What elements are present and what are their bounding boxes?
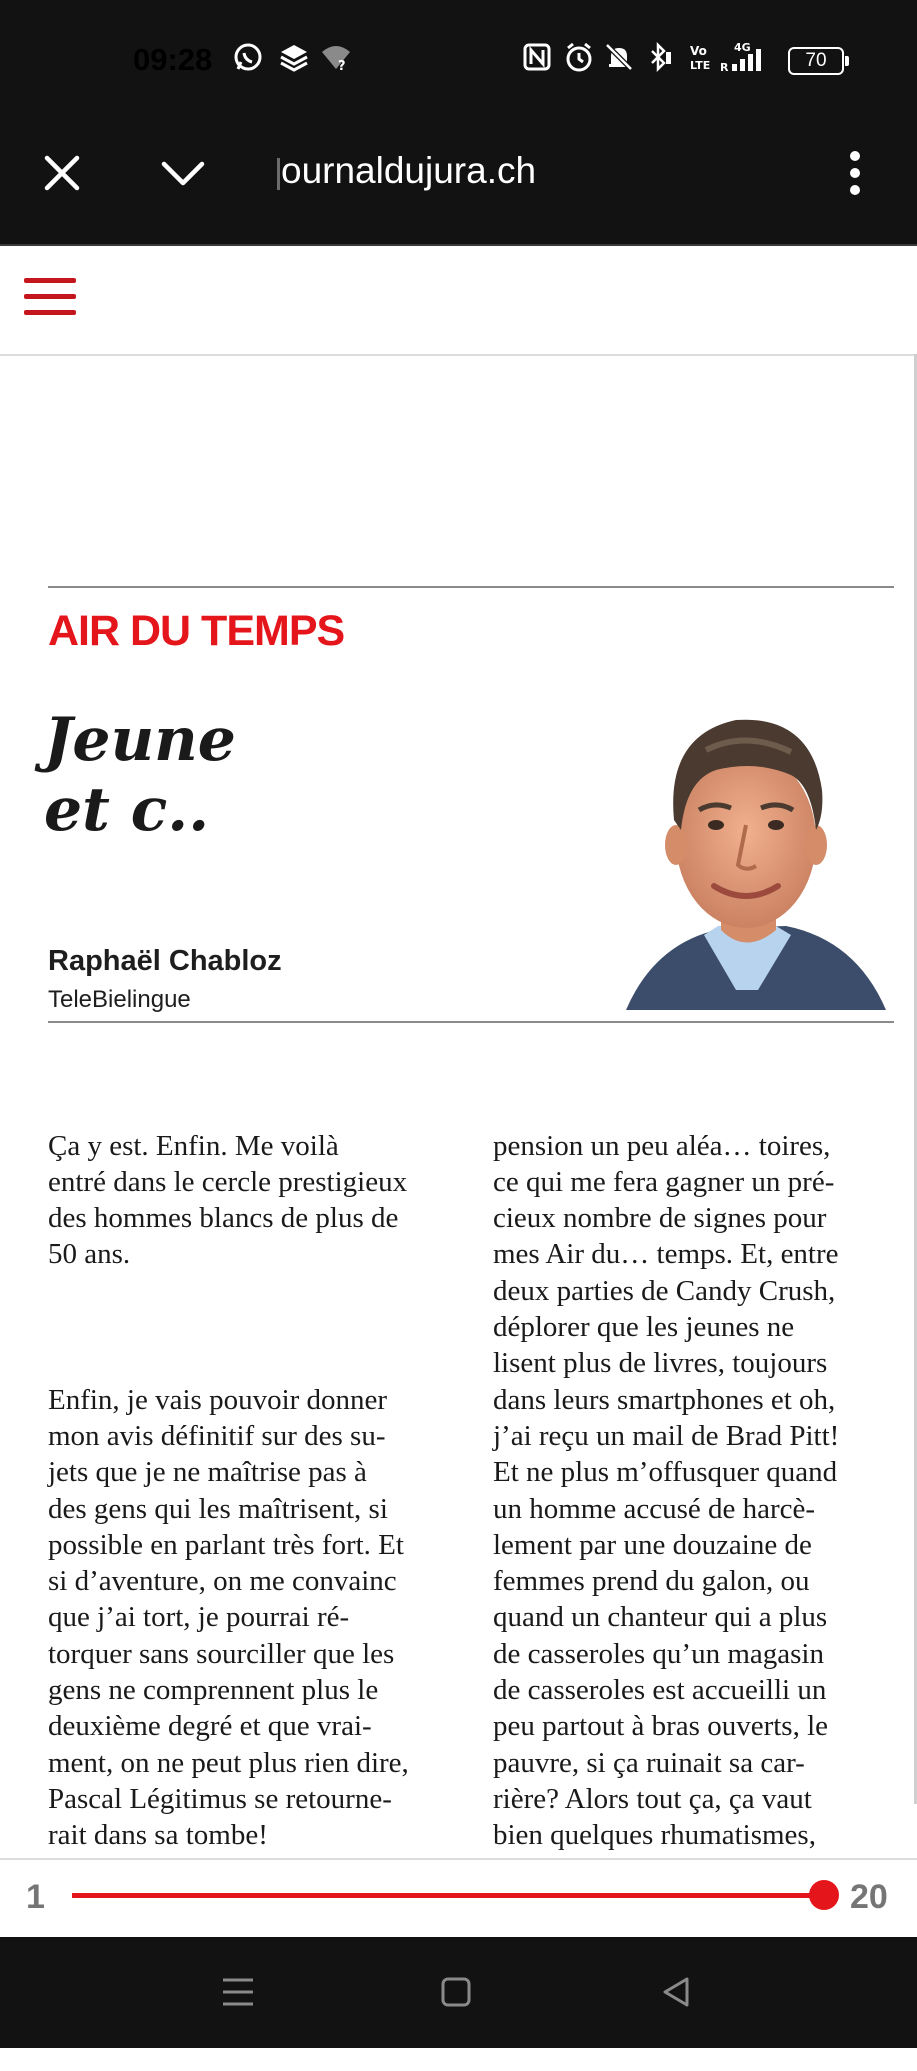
- svg-text:LTE: LTE: [690, 59, 711, 72]
- top-rule: [48, 586, 894, 588]
- author-photo: [586, 690, 894, 1010]
- author-name: Raphaël Chabloz: [48, 945, 282, 977]
- home-icon[interactable]: [434, 1970, 478, 2014]
- layers-icon: [278, 40, 310, 74]
- battery-indicator: 70: [788, 47, 844, 75]
- bluetooth-icon: [644, 40, 674, 74]
- close-icon[interactable]: [36, 147, 88, 199]
- svg-text:?: ?: [338, 59, 346, 72]
- page-slider-thumb[interactable]: [809, 1880, 839, 1910]
- page-first-label: 1: [26, 1878, 45, 1916]
- url-field[interactable]: ournaldujura.ch: [281, 150, 537, 191]
- url-caret: [277, 158, 280, 190]
- more-vertical-icon[interactable]: [838, 147, 872, 199]
- svg-text:Vo: Vo: [690, 44, 707, 58]
- paragraph: Ça y est. Enfin. Me voilà entré dans le cercle prestigieux des hommes blancs de plus de 50 ans.: [48, 1129, 408, 1271]
- section-kicker: AIR DU TEMPS: [48, 607, 345, 655]
- svg-text:4G: 4G: [734, 41, 751, 54]
- volte-icon: [688, 40, 714, 74]
- site-header: [0, 246, 917, 356]
- page-last-label: 20: [850, 1878, 888, 1916]
- hamburger-menu-icon[interactable]: [24, 278, 76, 316]
- headline-line-1: Jeune: [44, 705, 236, 775]
- paragraph: pension un peu aléa… toires, ce qui me fera gagner un pré- cieux nombre de signes pour mes Air du… temps. Et, entre deux parties de Candy Crush, déplorer que les jeunes ne lisent plus de livres, toujours dans leurs smartphones et oh, j’ai reçu un mail de Brad Pitt! Et ne plus m’offusquer quand un homme accusé de harcè- lement par une douzaine de femmes prend du galon, ou quand un chanteur qui a plus de casseroles qu’un magasin de casseroles est accueilli un peu partout à bras ouverts, le pauvre, si ça ruinait sa car- rière? Alors tout ça, ça vaut bien quelques rhumatismes,: [493, 1129, 840, 1852]
- alarm-icon: [564, 40, 594, 74]
- recents-icon[interactable]: [216, 1970, 260, 2014]
- headline-line-2: et c..: [44, 775, 210, 845]
- author-outlet: TeleBielingue: [48, 986, 191, 1013]
- whatsapp-icon: [233, 40, 263, 74]
- bell-off-icon: [604, 40, 634, 74]
- status-time: 09:28: [133, 42, 213, 77]
- page-slider-track[interactable]: [72, 1893, 824, 1898]
- paragraph: Enfin, je vais pouvoir donner mon avis définitif sur des su- jets que je ne maîtrise pas à des gens qui les maîtrisent, si possible en parlant très fort. Et si d’aventure, on me convainc que j’ai tort, je pourrai ré- torquer sans sourciller que les gens ne comprennent plus le deuxième degré et que vrai- ment, on ne peut plus rien dire, Pascal Légitimus se retourne- rait dans sa tombe!: [48, 1383, 409, 1852]
- byline-rule: [48, 1021, 894, 1023]
- page-slider-bar: [0, 1858, 917, 1938]
- signal-4g-icon: [718, 40, 778, 74]
- back-icon[interactable]: [654, 1970, 698, 2014]
- wifi-unknown-icon: [320, 40, 352, 74]
- svg-text:R: R: [720, 61, 729, 73]
- article-column-2: [493, 1055, 908, 1926]
- article-headline: [44, 705, 236, 845]
- chevron-down-icon[interactable]: [156, 147, 210, 199]
- nfc-icon: [522, 40, 552, 74]
